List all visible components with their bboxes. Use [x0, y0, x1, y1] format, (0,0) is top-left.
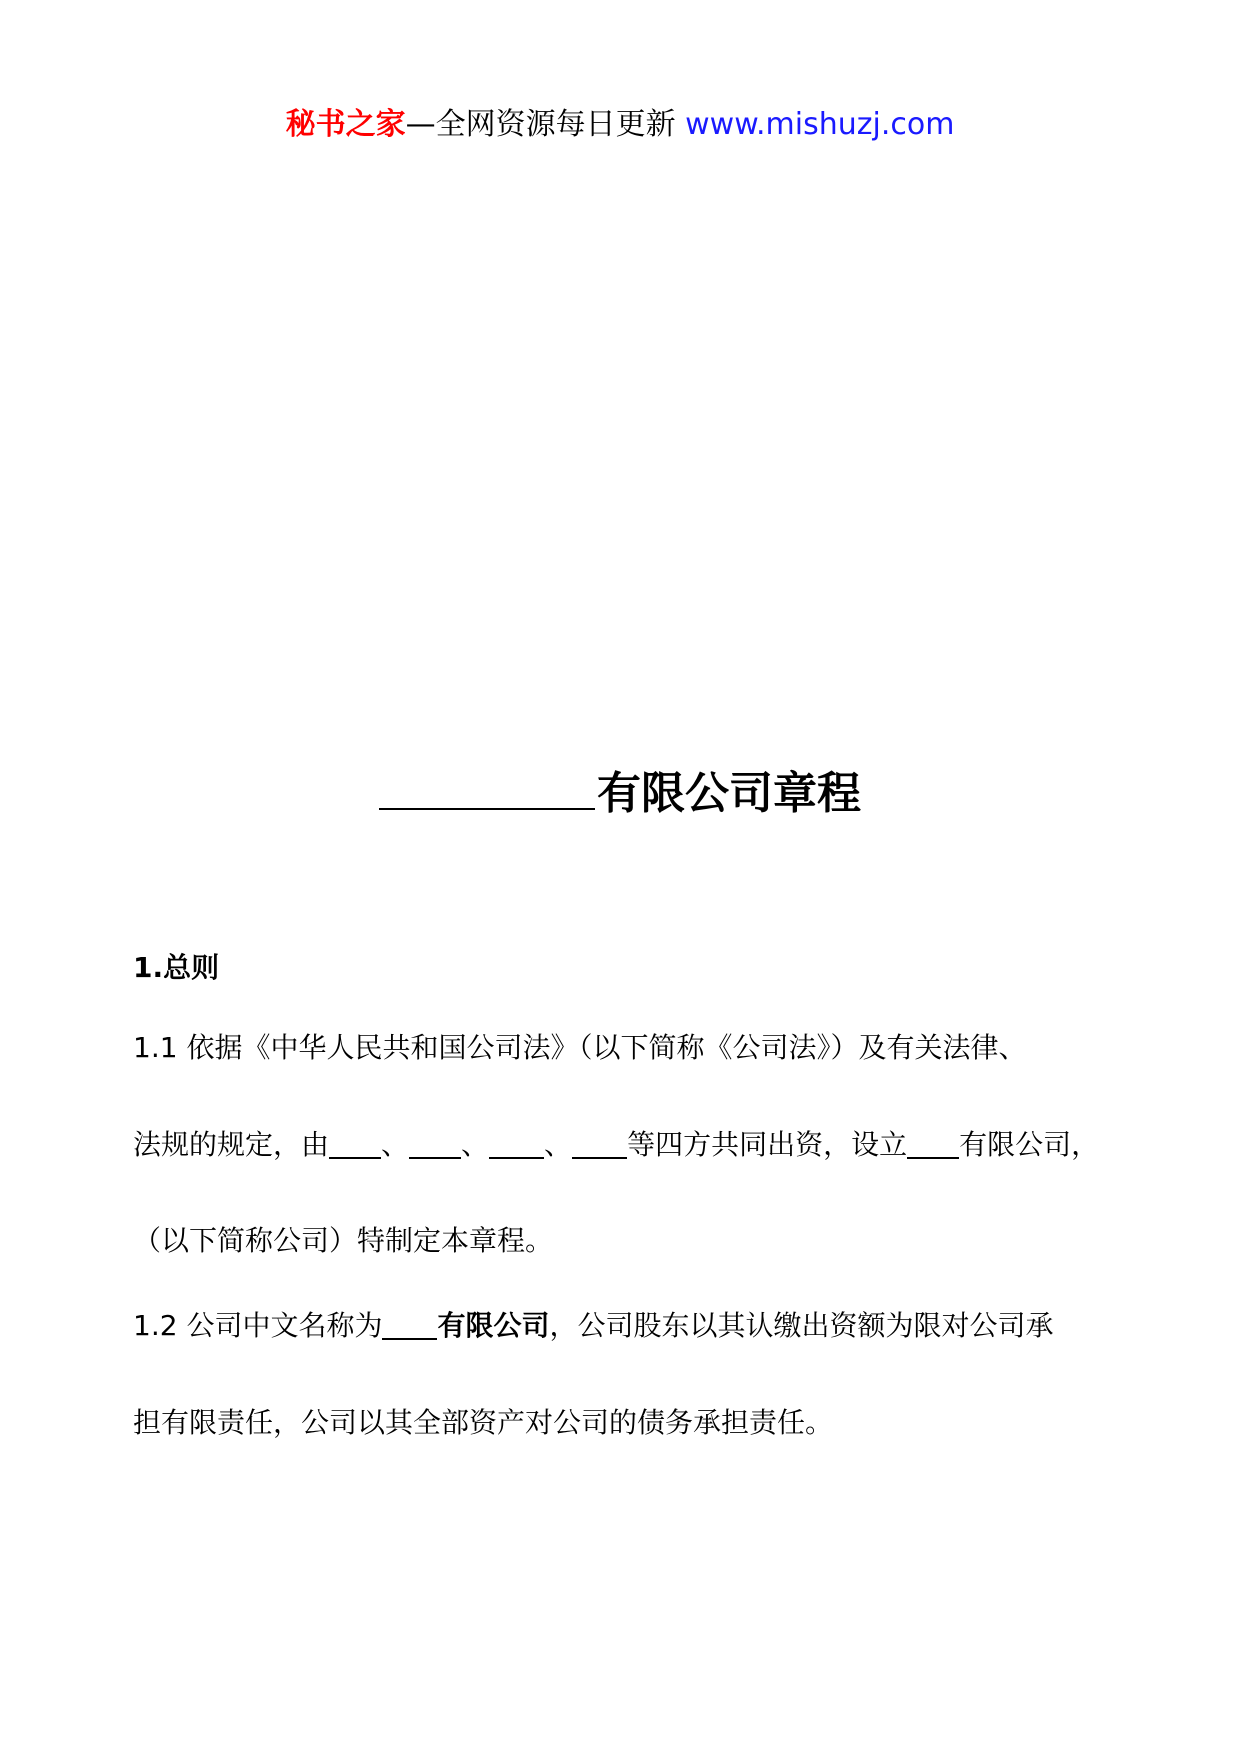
- brand-name: 秘书之家: [285, 107, 406, 142]
- section-heading-general: 1.总则: [133, 951, 220, 984]
- page-header: [0, 98, 1240, 152]
- clause-1-1-line-3: （以下简称公司）特制定本章程。: [133, 1224, 554, 1257]
- clause-1-1-line-1: [133, 1028, 1026, 1068]
- title-text: 有限公司章程: [597, 768, 861, 819]
- shareholder-blank-2: [409, 1129, 461, 1159]
- clause-1-1-line-2: [133, 1125, 1099, 1165]
- clause-1-2-line-1: [133, 1306, 1053, 1346]
- clause-text: ，公司股东以其认缴出资额为限对公司承: [549, 1309, 1054, 1342]
- clause-text: 公司中文名称为: [186, 1309, 383, 1342]
- clause-text: 有限公司，: [959, 1128, 1100, 1161]
- site-url-link[interactable]: www.mishuzj.com: [685, 107, 955, 142]
- company-blank: [907, 1129, 959, 1159]
- clause-number: 1.1: [133, 1031, 178, 1064]
- shareholder-blank-1: [329, 1129, 381, 1159]
- clause-text: 依据《中华人民共和国公司法》（以下简称《公司法》）及有关法律、: [186, 1031, 1027, 1064]
- shareholder-blank-4: [572, 1129, 627, 1159]
- document-title: [0, 762, 1240, 826]
- clause-text: 等四方共同出资，设立: [627, 1128, 908, 1161]
- company-name-bold: 有限公司: [437, 1309, 550, 1342]
- company-name-blank: [379, 764, 595, 810]
- clause-number: 1.2: [133, 1309, 178, 1342]
- separator: 、: [381, 1128, 410, 1161]
- clause-1-2-line-2: 担有限责任，公司以其全部资产对公司的债务承担责任。: [133, 1406, 834, 1439]
- separator: 、: [544, 1128, 573, 1161]
- separator: 、: [461, 1128, 490, 1161]
- company-name-blank: [382, 1310, 437, 1340]
- shareholder-blank-3: [489, 1129, 544, 1159]
- header-slogan: —全网资源每日更新: [405, 107, 676, 142]
- clause-text: 法规的规定，由: [133, 1128, 330, 1161]
